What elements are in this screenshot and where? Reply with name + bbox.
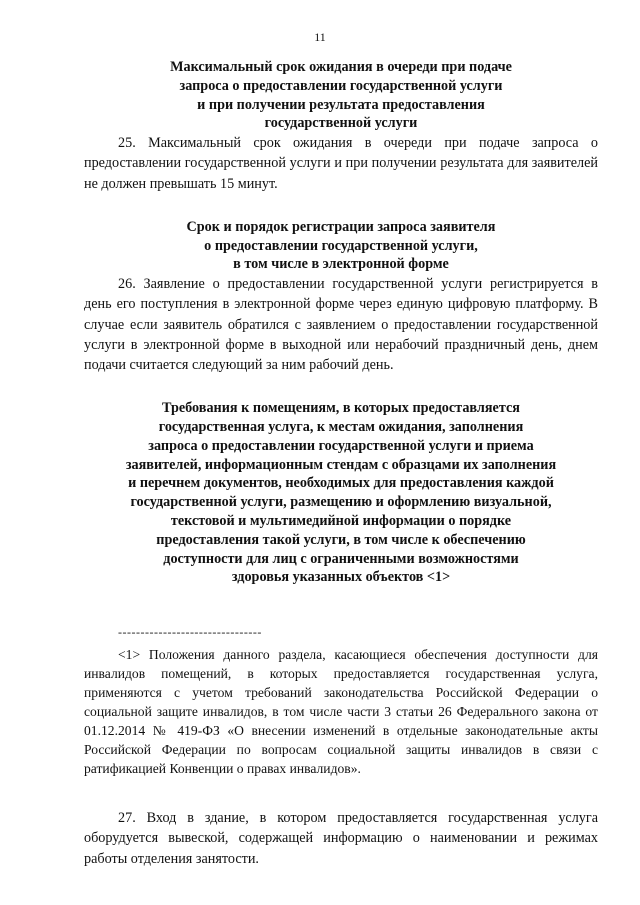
page-number: 11 [314, 30, 326, 44]
heading-line: и перечнем документов, необходимых для предоставления каждой [128, 475, 554, 492]
heading-line: доступности для лиц с ограниченными возможностями [163, 550, 519, 567]
heading-line: Срок и порядок регистрации запроса заявителя [186, 218, 496, 235]
paragraph-27: 27. Вход в здание, в котором предоставляется государственная услуга оборудуется вывеской, содержащей информацию о наименовании и режимах работы отделения занятости. [84, 810, 598, 867]
footnote-1: <1> Положения данного раздела, касающиеся обеспечения доступности для инвалидов помещений, в которых предоставляется государственная услуга, применяются с учетом требований законодательства Российской Федерации о социальной защите инвалидов, в том числе части 3 статьи 26 Федерального закона от 01.12.2014 № 419-ФЗ «О внесении изменений в отдельные законодательные акты Российской Федерации по вопросам социальной защиты инвалидов в связи с ратификацией Конвенции о правах инвалидов». [84, 647, 598, 777]
document-body [84, 58, 598, 869]
paragraph-25: 25. Максимальный срок ожидания в очереди при подаче запроса о предоставлении государственной услуги и при получении результата для заявителей не должен превышать 15 минут. [84, 135, 598, 192]
heading-line: Требования к помещениям, в которых предоставляется [162, 400, 520, 417]
heading-line: запроса о предоставлении государственной услуги и приема [148, 437, 534, 454]
section-heading-premises-requirements [84, 399, 598, 587]
heading-line: государственной услуги, размещению и оформлению визуальной, [130, 494, 552, 511]
heading-line: в том числе в электронной форме [233, 256, 449, 273]
heading-line: предоставления такой услуги, в том числе к обеспечению [156, 531, 526, 548]
section-heading-queue-time [84, 58, 598, 133]
heading-line: текстовой и мультимедийной информации о порядке [170, 512, 512, 529]
heading-line: и при получении результата предоставления [197, 96, 485, 113]
heading-line: о предоставлении государственной услуги, [204, 237, 478, 254]
heading-line: здоровья указанных объектов <1> [231, 569, 451, 586]
heading-line: государственная услуга, к местам ожидания, заполнения [158, 419, 524, 435]
heading-line: заявителей, информационным стендам с образцами их заполнения [125, 456, 557, 473]
heading-line: запроса о предоставлении государственной услуги [179, 77, 503, 94]
footnote-separator: -------------------------------- [118, 625, 262, 640]
heading-line: государственной услуги [264, 115, 418, 132]
section-heading-registration [84, 218, 598, 274]
heading-line: Максимальный срок ожидания в очереди при подаче [170, 59, 512, 75]
paragraph-26: 26. Заявление о предоставлении государственной услуги регистрируется в день его поступления в электронной форме через единую цифровую платформу. В случае если заявитель обратился с заявлением о предоставлении государственной услуги в электронной форме в выходной или нерабочий праздничный день, днем подачи считается следующий за ним рабочий день. [84, 276, 598, 373]
